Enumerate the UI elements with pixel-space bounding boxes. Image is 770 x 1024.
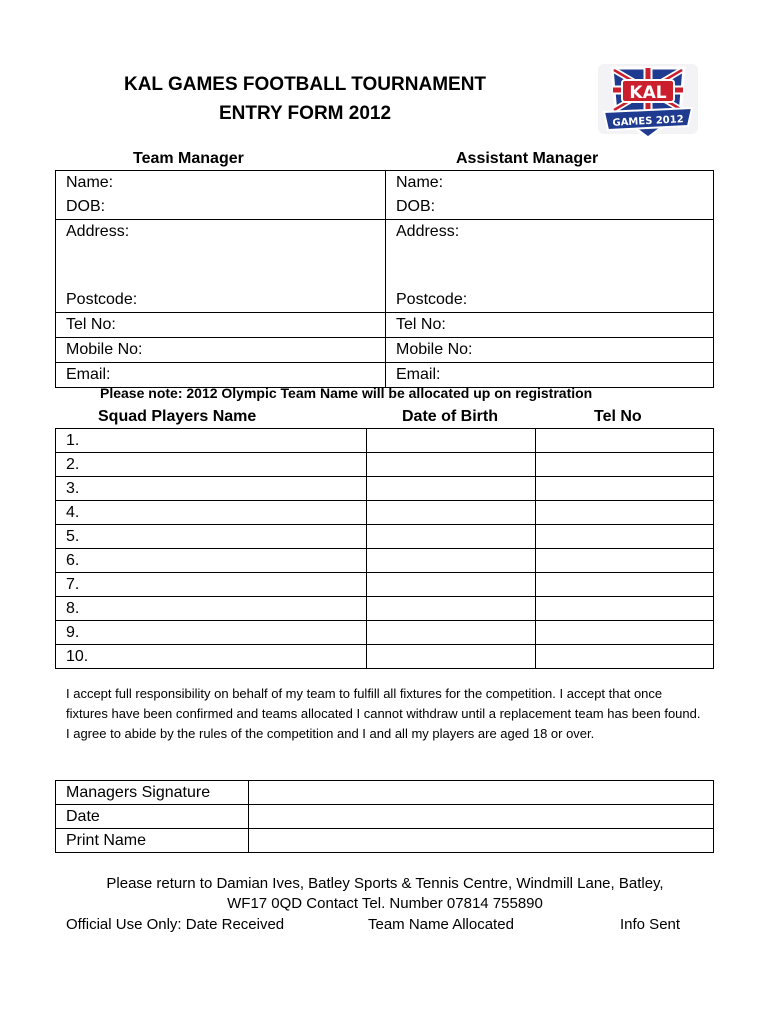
assistant-manager-tel-cell[interactable] <box>386 313 714 338</box>
agreement-text: I accept full responsibility on behalf of my team to fulfill all fixtures for the competition. I accept that once fixtures have been confirmed and teams allocated I cannot withdraw until a replacement team has been found. I agree to abide by the rules of the competition and I and all my players are aged 18 or over. <box>66 686 701 741</box>
squad-player-name-cell[interactable] <box>56 549 367 573</box>
team-manager-postcode-label: Postcode: <box>66 291 138 308</box>
squad-player-name-cell[interactable] <box>56 573 367 597</box>
squad-player-tel-cell[interactable] <box>536 621 714 645</box>
squad-row-number: 10. <box>66 648 89 665</box>
squad-player-row <box>56 501 714 525</box>
squad-player-tel-cell[interactable] <box>536 645 714 669</box>
squad-player-row <box>56 549 714 573</box>
assistant-manager-address-label: Address: <box>396 223 460 240</box>
team-manager-mobile-label: Mobile No: <box>66 341 143 358</box>
squad-player-tel-cell[interactable] <box>536 501 714 525</box>
assistant-manager-address-cell[interactable] <box>386 220 714 313</box>
assistant-manager-mobile-cell[interactable] <box>386 338 714 363</box>
assistant-manager-email-label: Email: <box>396 366 441 383</box>
assistant-manager-identity-cell[interactable] <box>386 171 714 220</box>
squad-player-dob-cell[interactable] <box>367 597 536 621</box>
squad-player-name-cell[interactable] <box>56 597 367 621</box>
squad-players-table <box>55 428 714 669</box>
squad-row-number: 5. <box>66 528 80 545</box>
squad-row-number: 1. <box>66 432 80 449</box>
squad-player-dob-cell[interactable] <box>367 429 536 453</box>
team-manager-email-label: Email: <box>66 366 111 383</box>
print-name-field[interactable] <box>249 829 714 853</box>
squad-player-name-cell[interactable] <box>56 621 367 645</box>
team-manager-heading: Team Manager <box>133 150 244 167</box>
squad-player-name-cell[interactable] <box>56 501 367 525</box>
logo-banner-text: GAMES 2012 <box>612 114 684 129</box>
squad-player-dob-cell[interactable] <box>367 621 536 645</box>
squad-row-number: 4. <box>66 504 80 521</box>
squad-player-dob-cell[interactable] <box>367 477 536 501</box>
squad-row-number: 9. <box>66 624 80 641</box>
team-manager-address-label: Address: <box>66 223 130 240</box>
assistant-manager-tel-label: Tel No: <box>396 316 446 333</box>
squad-player-row <box>56 621 714 645</box>
squad-row-number: 8. <box>66 600 80 617</box>
form-title-line1: KAL GAMES FOOTBALL TOURNAMENT <box>123 74 487 95</box>
squad-player-name-cell[interactable] <box>56 429 367 453</box>
squad-player-name-cell[interactable] <box>56 525 367 549</box>
team-manager-tel-label: Tel No: <box>66 316 116 333</box>
squad-row-number: 6. <box>66 552 80 569</box>
squad-player-dob-cell[interactable] <box>367 501 536 525</box>
managers-signature-field[interactable] <box>249 781 714 805</box>
squad-player-name-cell[interactable] <box>56 477 367 501</box>
signature-label-cell <box>56 781 249 805</box>
kal-games-logo <box>592 58 704 150</box>
form-title-line2: ENTRY FORM 2012 <box>218 103 392 124</box>
kal-games-logo-image <box>592 58 704 150</box>
squad-player-row <box>56 645 714 669</box>
squad-player-row <box>56 477 714 501</box>
squad-player-tel-cell[interactable] <box>536 573 714 597</box>
print-name-label-cell <box>56 829 249 853</box>
team-manager-email-cell[interactable] <box>56 363 386 388</box>
squad-player-row <box>56 525 714 549</box>
assistant-manager-name-label: Name: <box>396 174 444 191</box>
assistant-manager-email-cell[interactable] <box>386 363 714 388</box>
team-manager-name-label: Name: <box>66 174 114 191</box>
date-label-cell <box>56 805 249 829</box>
squad-player-name-cell[interactable] <box>56 453 367 477</box>
official-use-info-sent: Info Sent <box>620 916 681 933</box>
date-field[interactable] <box>249 805 714 829</box>
squad-player-dob-cell[interactable] <box>367 573 536 597</box>
team-manager-dob-label: DOB: <box>66 198 106 215</box>
return-address-line1: Please return to Damian Ives, Batley Sports & Tennis Centre, Windmill Lane, Batley, <box>106 875 664 892</box>
squad-player-tel-cell[interactable] <box>536 477 714 501</box>
squad-player-name-cell[interactable] <box>56 645 367 669</box>
squad-player-tel-cell[interactable] <box>536 453 714 477</box>
signature-table <box>55 780 714 853</box>
date-label: Date <box>66 808 100 825</box>
manager-details-table <box>55 170 714 388</box>
squad-player-tel-cell[interactable] <box>536 549 714 573</box>
squad-player-row <box>56 597 714 621</box>
print-name-label: Print Name <box>66 832 147 849</box>
squad-player-tel-cell[interactable] <box>536 429 714 453</box>
official-use-date-received: Official Use Only: Date Received <box>66 916 285 933</box>
squad-player-row <box>56 573 714 597</box>
assistant-manager-dob-label: DOB: <box>396 198 436 215</box>
squad-player-row <box>56 453 714 477</box>
squad-player-tel-cell[interactable] <box>536 597 714 621</box>
official-use-team-name: Team Name Allocated <box>368 916 514 933</box>
assistant-manager-mobile-label: Mobile No: <box>396 341 473 358</box>
squad-row-number: 3. <box>66 480 80 497</box>
squad-player-dob-cell[interactable] <box>367 525 536 549</box>
squad-player-dob-cell[interactable] <box>367 453 536 477</box>
squad-tel-heading: Tel No <box>594 408 642 425</box>
team-manager-address-cell[interactable] <box>56 220 386 313</box>
squad-player-dob-cell[interactable] <box>367 645 536 669</box>
squad-player-row <box>56 429 714 453</box>
team-manager-tel-cell[interactable] <box>56 313 386 338</box>
registration-note: Please note: 2012 Olympic Team Name will be allocated up on registration <box>100 385 593 401</box>
squad-dob-heading: Date of Birth <box>402 408 498 425</box>
assistant-manager-heading: Assistant Manager <box>456 150 599 167</box>
managers-signature-label: Managers Signature <box>66 784 211 801</box>
squad-player-dob-cell[interactable] <box>367 549 536 573</box>
team-manager-identity-cell[interactable] <box>56 171 386 220</box>
squad-row-number: 2. <box>66 456 80 473</box>
return-address-line2: WF17 0QD Contact Tel. Number 07814 755890 <box>227 895 543 912</box>
logo-top-text: KAL <box>629 83 667 103</box>
squad-row-number: 7. <box>66 576 80 593</box>
team-manager-mobile-cell[interactable] <box>56 338 386 363</box>
squad-name-heading: Squad Players Name <box>98 408 257 425</box>
assistant-manager-postcode-label: Postcode: <box>396 291 468 308</box>
squad-player-tel-cell[interactable] <box>536 525 714 549</box>
